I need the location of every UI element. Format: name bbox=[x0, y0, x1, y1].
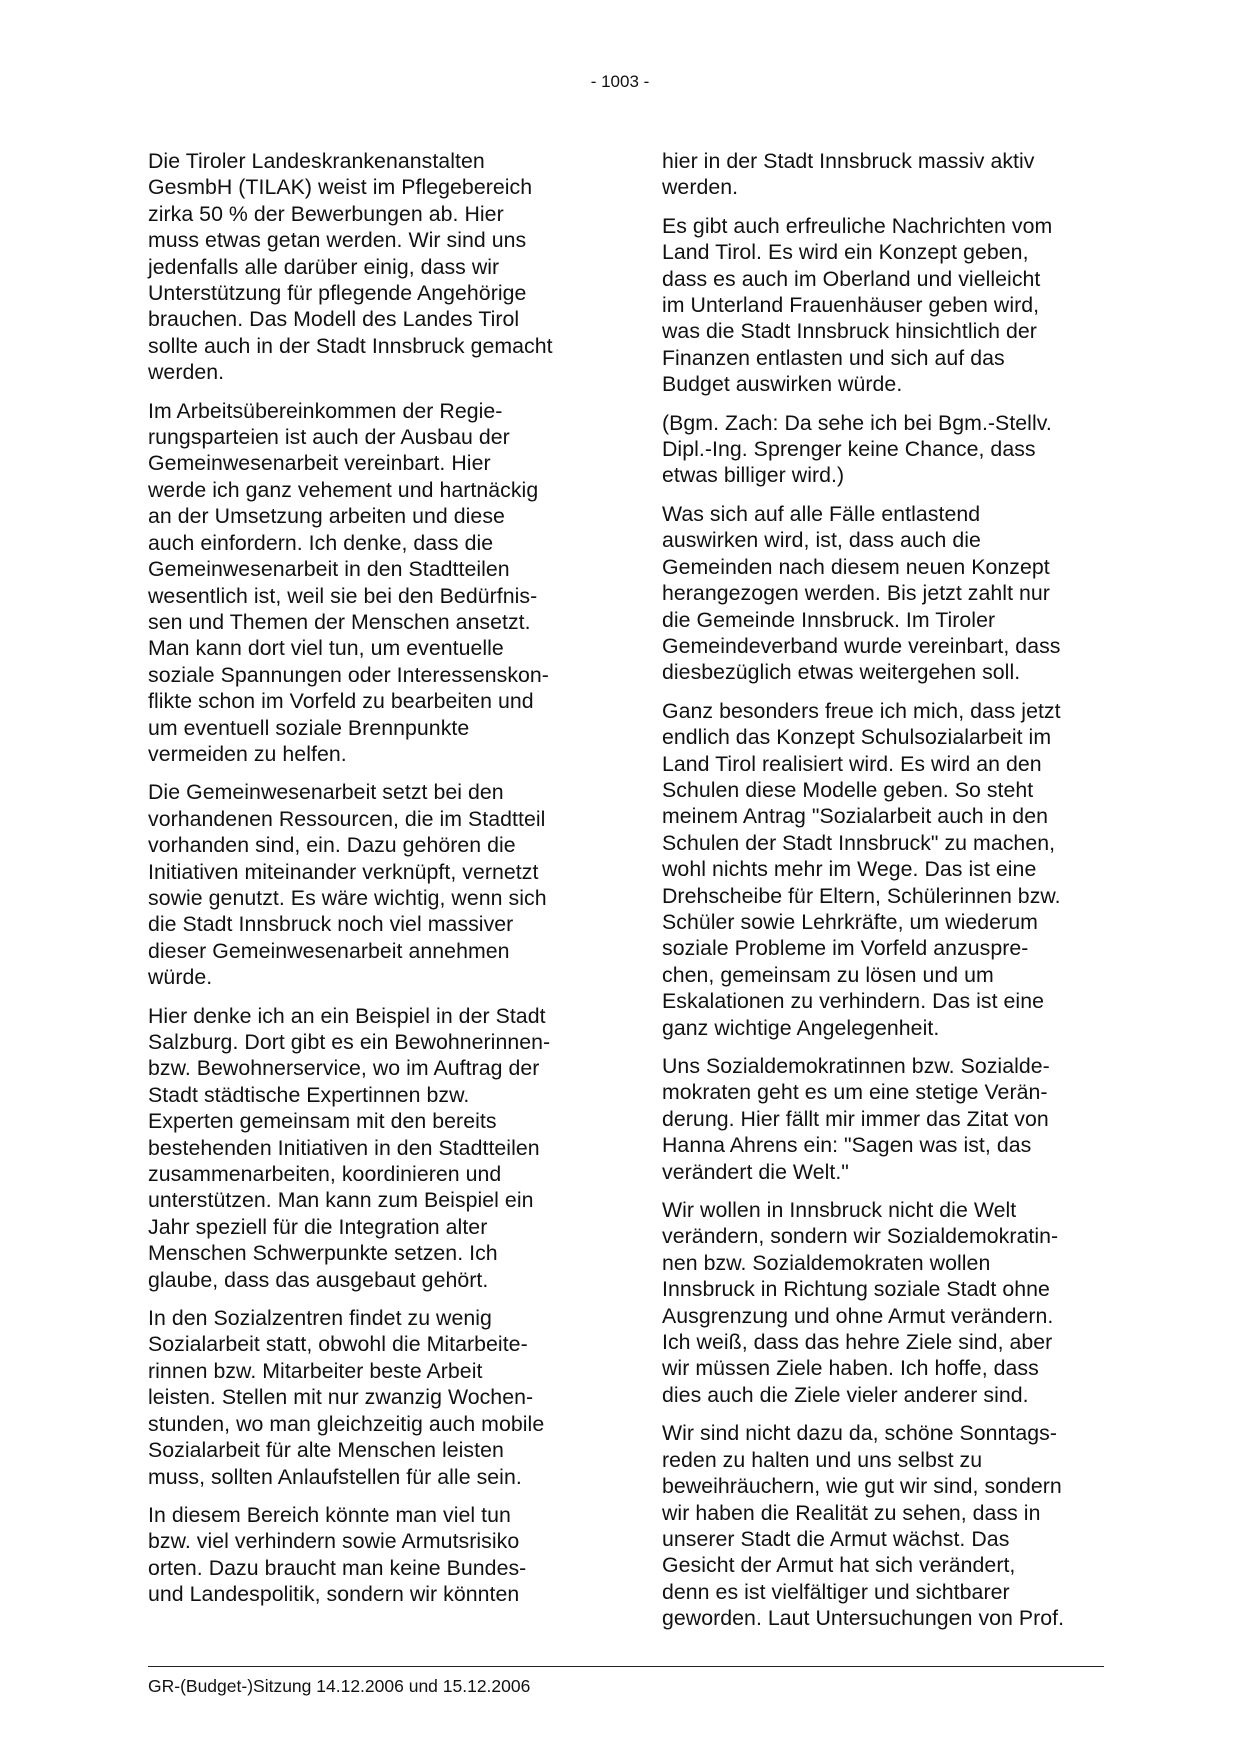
paragraph: Die Tiroler Landeskrankenanstalten GesmbH (TILAK) weist im Pflegebereich zirka 50 % der Bewerbungen ab. Hier muss etwas getan werden. Wir sind uns jedenfalls alle darüber einig, dass wir Unterstützung für pflegende Angehörige brauchen. Das Modell des Landes Tirol sollte auch in der Stadt Innsbruck gemacht werden. bbox=[148, 149, 553, 385]
left-text-column bbox=[148, 148, 596, 1620]
paragraph: Wir wollen in Innsbruck nicht die Welt verändern, sondern wir Sozialdemokratin- nen bzw. Sozialdemokraten wollen Innsbruck in Richtung soziale Stadt ohne Ausgrenzung und ohne Armut verändern. Ich weiß, dass das hehre Ziele sind, aber wir müssen Ziele haben. Ich hoffe, dass dies auch die Ziele vieler anderer sind. bbox=[662, 1198, 1059, 1407]
footer-session-label: GR-(Budget-)Sitzung 14.12.2006 und 15.12.2006 bbox=[148, 1676, 531, 1696]
page-number: - 1003 - bbox=[590, 72, 650, 91]
footer-divider bbox=[148, 1666, 1104, 1667]
paragraph: Im Arbeitsübereinkommen der Regie- rungsparteien ist auch der Ausbau der Gemeinwesenarbeit vereinbart. Hier werde ich ganz vehement und hartnäckig an der Umsetzung arbeiten und diese auch einfordern. Ich denke, dass die Gemeinwesenarbeit in den Stadtteilen wesentlich ist, weil sie bei den Bedürfnis- sen und Themen der Menschen ansetzt. Man kann dort viel tun, um eventuelle soziale Spannungen oder Interessenskon- flikte schon im Vorfeld zu bearbeiten und um eventuell soziale Brennpunkte vermeiden zu helfen. bbox=[148, 398, 549, 766]
paragraph: In den Sozialzentren findet zu wenig Sozialarbeit statt, obwohl die Mitarbeite- rinnen bzw. Mitarbeiter beste Arbeit leisten. Stellen mit nur zwanzig Wochen- stunden, wo man gleichzeitig auch mobile Sozialarbeit für alte Menschen leisten muss, sollten Anlaufstellen für alle sein. bbox=[148, 1306, 545, 1489]
paragraph: Uns Sozialdemokratinnen bzw. Sozialde- mokraten geht es um eine stetige Verän- derung. Hier fällt mir immer das Zitat von Hanna Ahrens ein: "Sagen was ist, das verändert die Welt." bbox=[662, 1054, 1050, 1184]
right-text-column bbox=[662, 148, 1110, 1644]
paragraph: (Bgm. Zach: Da sehe ich bei Bgm.-Stellv. Dipl.-Ing. Sprenger keine Chance, dass etwas billiger wird.) bbox=[662, 410, 1052, 488]
paragraph: Ganz besonders freue ich mich, dass jetzt endlich das Konzept Schulsozialarbeit im Land Tirol realisiert wird. Es wird an den Schulen diese Modelle geben. So steht meinem Antrag "Sozialarbeit auch in den Schulen der Stadt Innsbruck" zu machen, wohl nichts mehr im Wege. Das ist eine Drehscheibe für Eltern, Schülerinnen bzw. Schüler sowie Lehrkräfte, um wiederum soziale Probleme im Vorfeld anzuspre- chen, gemeinsam zu lösen und um Eskalationen zu verhindern. Das ist eine ganz wichtige Angelegenheit. bbox=[662, 698, 1061, 1040]
paragraph: In diesem Bereich könnte man viel tun bzw. viel verhindern sowie Armutsrisiko orten. Dazu braucht man keine Bundes- und Landespolitik, sondern wir könnten bbox=[148, 1502, 527, 1607]
paragraph: Wir sind nicht dazu da, schöne Sonntags- reden zu halten und uns selbst zu beweihräuchern, wie gut wir sind, sondern wir haben die Realität zu sehen, dass in unserer Stadt die Armut wächst. Das Gesicht der Armut hat sich verändert, denn es ist vielfältiger und sichtbarer geworden. Laut Untersuchungen von Prof. bbox=[662, 1421, 1065, 1631]
paragraph: hier in der Stadt Innsbruck massiv aktiv werden. bbox=[662, 149, 1035, 200]
paragraph: Was sich auf alle Fälle entlastend auswirken wird, ist, dass auch die Gemeinden nach diesem neuen Konzept herangezogen werden. Bis jetzt zahlt nur die Gemeinde Innsbruck. Im Tiroler Gemeindeverband wurde vereinbart, dass diesbezüglich etwas weitergehen soll. bbox=[662, 501, 1061, 685]
paragraph: Hier denke ich an ein Beispiel in der Stadt Salzburg. Dort gibt es ein Bewohnerinnen- bzw. Bewohnerservice, wo im Auftrag der Stadt städtische Expertinnen bzw. Experten gemeinsam mit den bereits bestehenden Initiativen in den Stadtteilen zusammenarbeiten, koordinieren und unterstützen. Man kann zum Beispiel ein Jahr speziell für die Integration alter Menschen Schwerpunkte setzen. Ich glaube, dass das ausgebaut gehört. bbox=[148, 1003, 551, 1292]
paragraph: Es gibt auch erfreuliche Nachrichten vom Land Tirol. Es wird ein Konzept geben, dass es auch im Oberland und vielleicht im Unterland Frauenhäuser geben wird, was die Stadt Innsbruck hinsichtlich der Finanzen entlasten und sich auf das Budget auswirken würde. bbox=[662, 213, 1053, 397]
paragraph: Die Gemeinwesenarbeit setzt bei den vorhandenen Ressourcen, die im Stadtteil vorhanden sind, ein. Dazu gehören die Initiativen miteinander verknüpft, vernetzt sowie genutzt. Es wäre wichtig, wenn sich die Stadt Innsbruck noch viel massiver dieser Gemeinwesenarbeit annehmen würde. bbox=[148, 780, 547, 990]
